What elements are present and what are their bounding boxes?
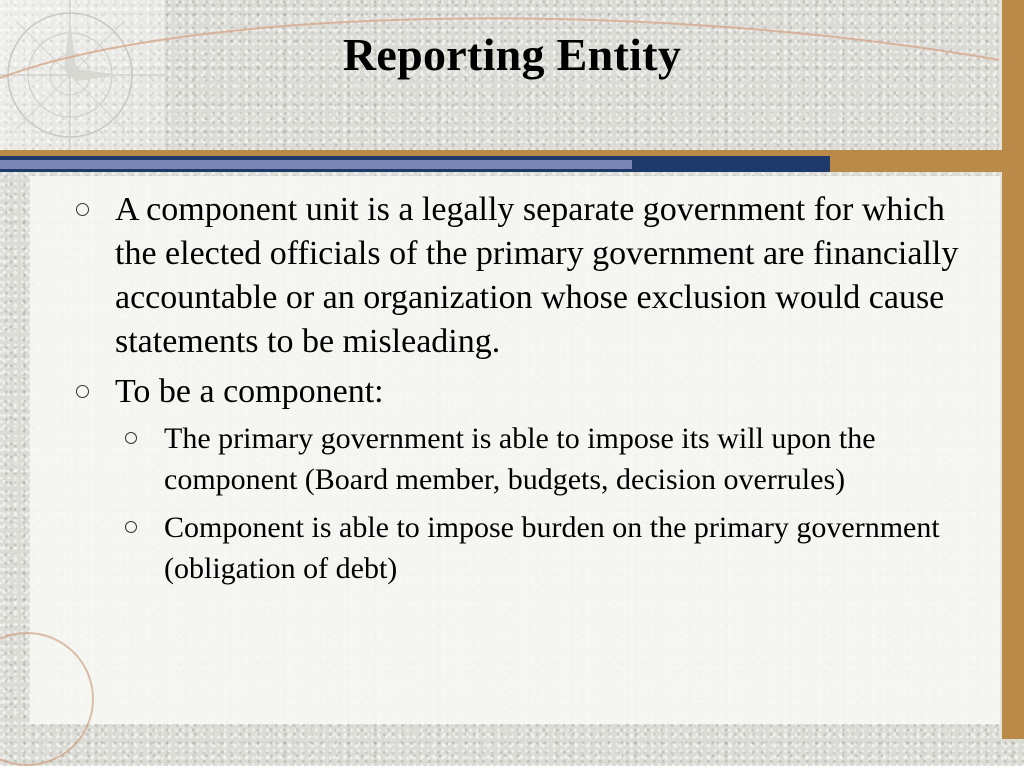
circle-bullet-icon	[125, 432, 137, 444]
circle-bullet-icon	[76, 203, 89, 216]
sub-bullet-item	[115, 418, 972, 500]
circle-bullet-icon	[76, 385, 89, 398]
bullet-text: A component unit is a legally separate government for which the elected officials of the primary government are financially accountable or an organization whose exclusion would cause statements to be misleading.	[115, 191, 959, 360]
header-rule-lavender	[0, 160, 632, 169]
sub-bullet-item	[115, 507, 972, 589]
sub-bullet-list	[115, 418, 972, 589]
right-stripe	[1002, 0, 1024, 739]
bullet-text: To be a component:	[115, 373, 384, 410]
sub-bullet-text: The primary government is able to impose its will upon the component (Board member, budgets, decision overrules)	[164, 422, 876, 496]
sub-bullet-text: Component is able to impose burden on the primary government (obligation of debt)	[164, 511, 940, 585]
circle-bullet-icon	[125, 521, 137, 533]
bullet-item	[72, 188, 972, 364]
header-rule-gold-right	[830, 156, 1002, 172]
bullet-list	[72, 188, 972, 596]
slide-title: Reporting Entity	[342, 29, 682, 80]
bullet-item	[72, 370, 972, 589]
